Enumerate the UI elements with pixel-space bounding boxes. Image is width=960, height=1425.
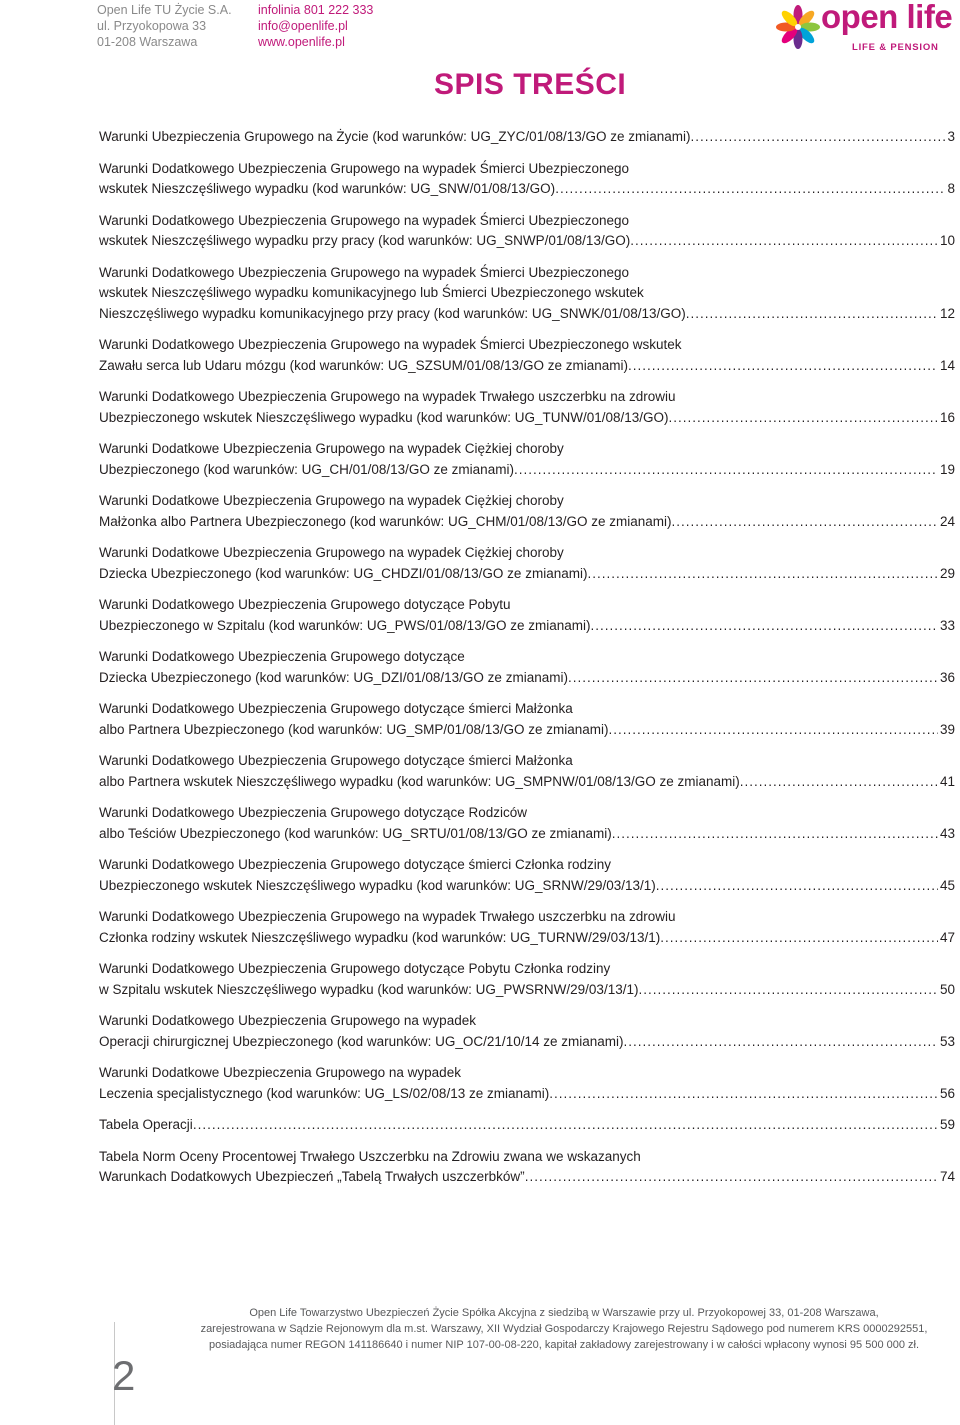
toc-page-number: 3 bbox=[947, 129, 955, 144]
toc-entry-text: Ubezpieczonego w Szpitalu (kod warunków: UG_PWS/01/08/13/GO ze zmianami) bbox=[99, 617, 591, 633]
toc-entry[interactable] bbox=[99, 543, 955, 584]
toc-entry-text: Ubezpieczonego wskutek Nieszczęśliwego wypadku (kod warunków: UG_SRNW/29/03/13/1) bbox=[99, 877, 656, 893]
toc-leader-dots bbox=[656, 876, 938, 897]
toc-leader-dots bbox=[660, 928, 938, 949]
toc-entry[interactable] bbox=[99, 855, 955, 896]
toc-entry-text: Ubezpieczonego (kod warunków: UG_CH/01/08/13/GO ze zmianami) bbox=[99, 461, 514, 477]
toc-page-number: 16 bbox=[939, 409, 955, 425]
toc-page-number: 14 bbox=[939, 357, 955, 373]
toc-entry-last-line bbox=[99, 564, 955, 585]
toc-leader-dots bbox=[628, 356, 938, 377]
toc-page-number: 12 bbox=[939, 305, 955, 321]
toc-entry-last-line bbox=[99, 1084, 955, 1105]
toc-entry[interactable] bbox=[99, 751, 955, 792]
toc-entry-text: Warunki Dodatkowego Ubezpieczenia Grupowego na wypadek Śmierci Ubezpieczonego wskutek bbox=[99, 337, 682, 352]
logo-wordmark: open life bbox=[821, 0, 953, 35]
toc-entry-last-line bbox=[99, 304, 955, 325]
toc-entry-last-line bbox=[99, 1167, 955, 1188]
toc-page-number: 29 bbox=[939, 565, 955, 581]
toc-entry-last-line bbox=[99, 460, 955, 481]
flower-logo-icon bbox=[775, 4, 821, 50]
toc-entry-text: Członka rodziny wskutek Nieszczęśliwego wypadku (kod warunków: UG_TURNW/29/03/13/1) bbox=[99, 929, 661, 945]
toc-entry[interactable] bbox=[99, 211, 955, 252]
hotline: infolinia 801 222 333 bbox=[258, 3, 374, 17]
toc-entry[interactable] bbox=[99, 491, 955, 532]
toc-entry-text: Warunki Dodatkowego Ubezpieczenia Grupowego dotyczące śmierci Małżonka bbox=[99, 753, 573, 768]
toc-entry-text: Dziecka Ubezpieczonego (kod warunków: UG_DZI/01/08/13/GO ze zmianami) bbox=[99, 669, 568, 685]
toc-leader-dots bbox=[630, 231, 938, 252]
toc-entry-last-line bbox=[99, 1032, 955, 1053]
toc-entry-text: Warunki Dodatkowe Ubezpieczenia Grupowego na wypadek Ciężkiej choroby bbox=[99, 441, 564, 456]
toc-entry[interactable] bbox=[99, 1011, 955, 1052]
toc-entry[interactable] bbox=[99, 699, 955, 740]
toc-entry-last-line bbox=[99, 179, 955, 200]
toc-entry[interactable] bbox=[99, 127, 955, 148]
toc-leader-dots bbox=[525, 1167, 938, 1188]
company-street: ul. Przyokopowa 33 bbox=[97, 19, 207, 33]
toc-entry-text: wskutek Nieszczęśliwego wypadku komunikacyjnego lub Śmierci Ubezpieczonego wskutek bbox=[99, 285, 644, 300]
toc-entry[interactable] bbox=[99, 595, 955, 636]
toc-entry[interactable] bbox=[99, 263, 955, 325]
toc-entry-text: w Szpitalu wskutek Nieszczęśliwego wypadku (kod warunków: UG_PWSRNW/29/03/13/1) bbox=[99, 981, 639, 997]
footer-line: zarejestrowana w Sądzie Rejonowym dla m.st. Warszawy, XII Wydział Gospodarczy Krajowego Rejestru Sądowego pod numerem KRS 0000292551, bbox=[200, 1323, 928, 1335]
toc-entry[interactable] bbox=[99, 647, 955, 688]
toc-entry[interactable] bbox=[99, 803, 955, 844]
toc-entry-last-line bbox=[99, 720, 955, 741]
toc-entry[interactable] bbox=[99, 959, 955, 1000]
toc-leader-dots bbox=[555, 179, 945, 200]
toc-entry-text: wskutek Nieszczęśliwego wypadku przy pracy (kod warunków: UG_SNWP/01/08/13/GO) bbox=[99, 233, 631, 248]
toc-entry-text: albo Partnera wskutek Nieszczęśliwego wypadku (kod warunków: UG_SMPNW/01/08/13/GO ze zmianami) bbox=[99, 773, 740, 789]
toc-entry[interactable] bbox=[99, 1063, 955, 1104]
toc-entry-text: Warunki Dodatkowego Ubezpieczenia Grupowego na wypadek bbox=[99, 1013, 476, 1028]
toc-page-number: 45 bbox=[939, 877, 955, 893]
toc-page-number: 56 bbox=[939, 1085, 955, 1101]
toc-entry-text: Nieszczęśliwego wypadku komunikacyjnego przy pracy (kod warunków: UG_SNWK/01/08/13/GO) bbox=[99, 305, 686, 321]
toc-page-number: 10 bbox=[939, 233, 955, 248]
toc-entry-last-line bbox=[99, 928, 955, 949]
toc-entry[interactable] bbox=[99, 907, 955, 948]
toc-entry-last-line bbox=[99, 512, 955, 533]
toc-entry-last-line bbox=[99, 356, 955, 377]
table-of-contents bbox=[99, 127, 955, 1199]
page-number: 2 bbox=[112, 1352, 136, 1399]
toc-leader-dots bbox=[740, 772, 938, 793]
toc-page-number: 43 bbox=[939, 825, 955, 841]
toc-entry-last-line bbox=[99, 980, 955, 1001]
toc-leader-dots bbox=[193, 1115, 938, 1136]
toc-leader-dots bbox=[669, 408, 938, 429]
toc-entry-text: Warunki Dodatkowego Ubezpieczenia Grupowego dotyczące Pobytu bbox=[99, 597, 511, 612]
toc-entry-text: Warunki Dodatkowego Ubezpieczenia Grupowego dotyczące śmierci Członka rodziny bbox=[99, 857, 611, 872]
toc-entry-text: Zawału serca lub Udaru mózgu (kod warunków: UG_SZSUM/01/08/13/GO ze zmianami) bbox=[99, 357, 628, 373]
toc-entry-text: albo Teściów Ubezpieczonego (kod warunków: UG_SRTU/01/08/13/GO ze zmianami) bbox=[99, 825, 612, 841]
toc-page-number: 19 bbox=[939, 461, 955, 477]
toc-entry-text: wskutek Nieszczęśliwego wypadku (kod warunków: UG_SNW/01/08/13/GO) bbox=[99, 181, 556, 196]
toc-page-number: 50 bbox=[939, 981, 955, 997]
toc-leader-dots bbox=[568, 668, 938, 689]
toc-leader-dots bbox=[691, 127, 946, 148]
footer-line: posiadająca numer REGON 141186640 i numer NIP 107-00-08-220, kapitał zakładowy zarejestrowany i w całości wpłacony wynosi 95 500 000 zł. bbox=[208, 1339, 920, 1351]
toc-entry-text: Tabela Operacji bbox=[99, 1117, 193, 1132]
company-contact bbox=[258, 2, 373, 50]
toc-entry[interactable] bbox=[99, 159, 955, 200]
toc-entry-last-line bbox=[99, 616, 955, 637]
toc-entry-text: Warunki Dodatkowego Ubezpieczenia Grupowego na wypadek Śmierci Ubezpieczonego bbox=[99, 160, 630, 176]
toc-entry-last-line bbox=[99, 1115, 955, 1136]
toc-entry-text: albo Partnera Ubezpieczonego (kod warunków: UG_SMP/01/08/13/GO ze zmianami) bbox=[99, 721, 609, 737]
toc-entry-last-line bbox=[99, 876, 955, 897]
legal-footer bbox=[184, 1305, 944, 1353]
toc-page-number: 8 bbox=[947, 181, 955, 196]
toc-entry-last-line bbox=[99, 824, 955, 845]
footer-line: Open Life Towarzystwo Ubezpieczeń Życie Spółka Akcyjna z siedzibą w Warszawie przy ul. Przyokopowej 33, 01-208 Warszawa, bbox=[249, 1307, 879, 1319]
toc-entry-text: Leczenia specjalistycznego (kod warunków: UG_LS/02/08/13 ze zmianami) bbox=[99, 1085, 550, 1101]
toc-entry-last-line bbox=[99, 231, 955, 252]
toc-entry-text: Tabela Norm Oceny Procentowej Trwałego Uszczerbku na Zdrowiu zwana we wskazanych bbox=[99, 1148, 641, 1164]
company-address bbox=[97, 2, 232, 50]
email-link[interactable]: info@openlife.pl bbox=[258, 19, 348, 33]
toc-page-number: 47 bbox=[939, 929, 955, 945]
company-city: 01-208 Warszawa bbox=[97, 35, 198, 49]
toc-entry-text: Warunki Dodatkowe Ubezpieczenia Grupowego na wypadek Ciężkiej choroby bbox=[99, 493, 564, 508]
toc-entry-text: Warunki Dodatkowego Ubezpieczenia Grupowego dotyczące bbox=[99, 649, 465, 664]
toc-leader-dots bbox=[672, 512, 938, 533]
toc-entry-text: Warunki Dodatkowego Ubezpieczenia Grupowego dotyczące Rodziców bbox=[99, 805, 527, 820]
website-link[interactable]: www.openlife.pl bbox=[258, 35, 345, 49]
toc-leader-dots bbox=[612, 824, 938, 845]
open-life-logo bbox=[775, 0, 955, 56]
toc-entry[interactable] bbox=[99, 1115, 955, 1136]
toc-leader-dots bbox=[590, 616, 937, 637]
toc-entry[interactable] bbox=[99, 387, 955, 428]
toc-page-number: 59 bbox=[939, 1117, 955, 1132]
toc-entry-text: Warunki Dodatkowe Ubezpieczenia Grupowego na wypadek bbox=[99, 1065, 461, 1080]
toc-entry-text: Dziecka Ubezpieczonego (kod warunków: UG_CHDZI/01/08/13/GO ze zmianami) bbox=[99, 565, 588, 581]
toc-page-number: 41 bbox=[939, 773, 955, 789]
toc-entry-text: Warunki Dodatkowego Ubezpieczenia Grupowego na wypadek Trwałego uszczerbku na zdrowiu bbox=[99, 389, 676, 404]
toc-entry-text: Ubezpieczonego wskutek Nieszczęśliwego wypadku (kod warunków: UG_TUNW/01/08/13/GO) bbox=[99, 409, 669, 425]
company-name: Open Life TU Życie S.A. bbox=[97, 3, 232, 17]
toc-leader-dots bbox=[514, 460, 938, 481]
toc-page-number: 36 bbox=[939, 669, 955, 685]
toc-entry-last-line bbox=[99, 772, 955, 793]
toc-leader-dots bbox=[609, 720, 938, 741]
toc-entry-text: Warunkach Dodatkowych Ubezpieczeń „Tabelą Trwałych uszczerbków” bbox=[99, 1169, 525, 1184]
toc-entry-last-line bbox=[99, 127, 955, 148]
toc-entry[interactable] bbox=[99, 335, 955, 376]
toc-page-number: 33 bbox=[939, 617, 955, 633]
toc-page-number: 53 bbox=[939, 1033, 955, 1049]
toc-entry[interactable] bbox=[99, 439, 955, 480]
toc-leader-dots bbox=[686, 304, 938, 325]
toc-entry-text: Warunki Dodatkowego Ubezpieczenia Grupowego na wypadek Trwałego uszczerbku na zdrowiu bbox=[99, 909, 676, 924]
toc-entry-text: Warunki Dodatkowego Ubezpieczenia Grupowego na wypadek Śmierci Ubezpieczonego bbox=[99, 264, 630, 280]
toc-entry-text: Warunki Dodatkowego Ubezpieczenia Grupowego dotyczące Pobytu Członka rodziny bbox=[99, 961, 611, 976]
page-title: SPIS TREŚCI bbox=[434, 68, 627, 101]
toc-leader-dots bbox=[624, 1032, 938, 1053]
toc-entry-text: Operacji chirurgicznej Ubezpieczonego (kod warunków: UG_OC/21/10/14 ze zmianami) bbox=[99, 1033, 624, 1049]
toc-entry-text: Warunki Dodatkowego Ubezpieczenia Grupowego dotyczące śmierci Małżonka bbox=[99, 701, 573, 716]
toc-entry-text: Warunki Dodatkowego Ubezpieczenia Grupowego na wypadek Śmierci Ubezpieczonego bbox=[99, 212, 630, 228]
toc-entry[interactable] bbox=[99, 1147, 955, 1188]
toc-page-number: 39 bbox=[939, 721, 955, 737]
toc-entry-last-line bbox=[99, 668, 955, 689]
toc-entry-text: Małżonka albo Partnera Ubezpieczonego (kod warunków: UG_CHM/01/08/13/GO ze zmianami) bbox=[99, 513, 672, 529]
toc-page-number: 74 bbox=[939, 1169, 955, 1184]
toc-entry-text: Warunki Ubezpieczenia Grupowego na Życie (kod warunków: UG_ZYC/01/08/13/GO ze zmianami) bbox=[99, 129, 691, 144]
toc-leader-dots bbox=[549, 1084, 938, 1105]
logo-subtitle: LIFE & PENSION bbox=[852, 42, 939, 53]
toc-entry-text: Warunki Dodatkowe Ubezpieczenia Grupowego na wypadek Ciężkiej choroby bbox=[99, 545, 564, 560]
toc-leader-dots bbox=[638, 980, 938, 1001]
toc-page-number: 24 bbox=[939, 513, 955, 529]
toc-leader-dots bbox=[587, 564, 938, 585]
toc-entry-last-line bbox=[99, 408, 955, 429]
